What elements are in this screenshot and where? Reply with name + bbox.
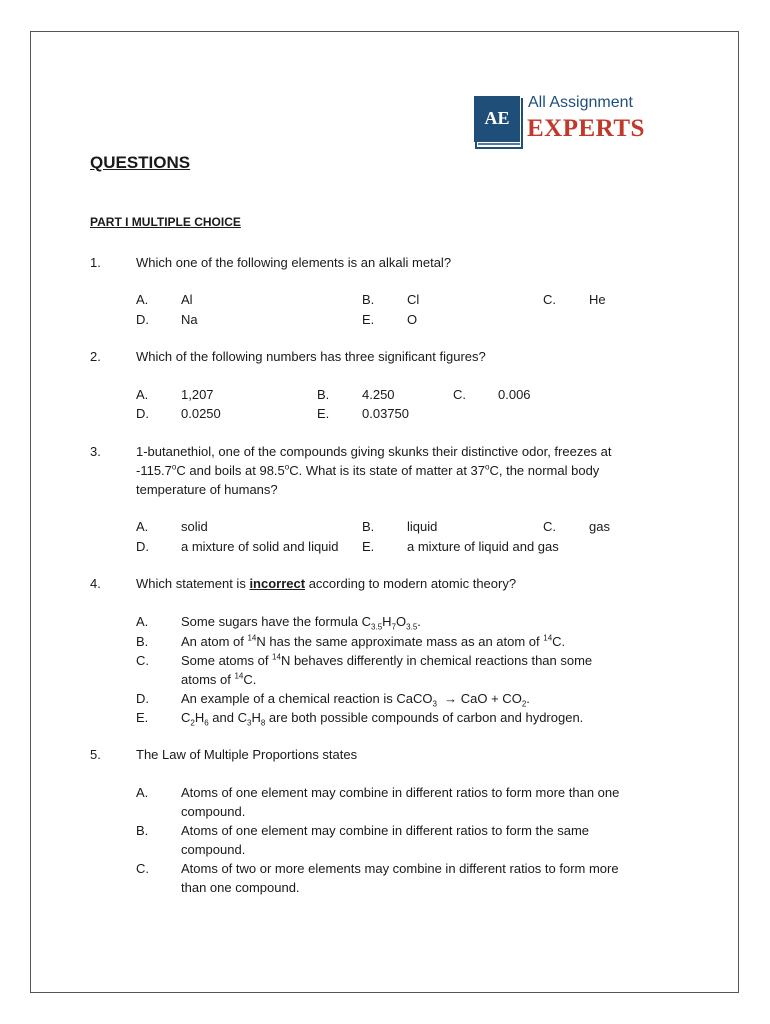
q2-opt-d: 0.0250 [181,406,221,421]
q4-number: 4. [90,576,101,591]
q5-text: The Law of Multiple Proportions states [136,747,358,762]
q2-opt-d-letter: D. [136,406,149,421]
q5-opt-a-letter: A. [136,785,149,800]
logo-line2: EXPERTS [527,115,645,142]
q2-number: 2. [90,349,101,364]
q1-text: Which one of the following elements is an alkali metal? [136,255,452,270]
q1-number: 1. [90,255,101,270]
q3-opt-e-letter: E. [362,539,375,554]
q2-opt-e: 0.03750 [362,406,409,421]
q3-line3: temperature of humans? [136,482,278,497]
q1-opt-d: Na [181,312,198,327]
logo-line1: All Assignment [528,94,633,111]
q5-opt-c-line1: Atoms of two or more elements may combine in different ratios to form more [181,861,619,876]
q2-text: Which of the following numbers has three significant figures? [136,349,486,364]
q2-opt-b-letter: B. [317,387,330,402]
right-arrow-icon: → [444,691,458,706]
q3-opt-c-letter: C. [543,519,556,534]
q2-opt-e-letter: E. [317,406,330,421]
logo [472,94,524,152]
q3-opt-a-letter: A. [136,519,149,534]
q3-opt-a: solid [181,519,208,534]
q4-opt-c-line2: atoms of $^{14}$C. [181,671,257,687]
logo-initials: AE [484,108,510,128]
q3-line1: 1-butanethiol, one of the compounds giving skunks their distinctive odor, freezes at [136,444,612,459]
q2-opt-a-letter: A. [136,387,149,402]
q2-opt-b: 4.250 [362,387,395,402]
q3-number: 3. [90,444,101,459]
q4-text: Which statement is incorrect according to modern atomic theory? [136,576,517,591]
q5-number: 5. [90,747,101,762]
book-logo-icon [472,94,524,152]
q4-opt-b: An atom of $^{14}$N has the same approximate mass as an atom of $^{14}$C. [181,633,566,649]
q3-opt-d-letter: D. [136,539,149,554]
q3-opt-e: a mixture of liquid and gas [407,539,559,554]
q5-opt-b-line1: Atoms of one element may combine in different ratios to form the same [181,823,590,838]
q3-opt-b-letter: B. [362,519,375,534]
q4-opt-e-letter: E. [136,710,149,725]
q4-opt-c-letter: C. [136,653,149,668]
q3-line2: -115.7$^o$C and boils at 98.5$^o$C. What is its state of matter at 37$^o$C, the normal body [136,462,600,478]
q4-opt-d: An example of a chemical reaction is CaCO$_3$ → CaO + $CO_2$. [181,691,530,709]
q5-opt-c-line2: than one compound. [181,880,300,895]
q3-opt-b: liquid [407,519,438,534]
q2-opt-c-letter: C. [453,387,466,402]
q1-opt-a-letter: A. [136,292,149,307]
q5-opt-c-letter: C. [136,861,149,876]
q5-opt-a-line2: compound. [181,804,246,819]
q1-opt-c: He [589,292,606,307]
q1-opt-e: O [407,312,418,327]
q4-opt-a-letter: A. [136,614,149,629]
q3-opt-d: a mixture of solid and liquid [181,539,339,554]
q4-opt-c-line1: Some atoms of $^{14}$N behaves differently in chemical reactions than some [181,652,593,668]
q5-opt-b-line2: compound. [181,842,246,857]
q4-opt-d-letter: D. [136,691,149,706]
q4-opt-a: Some sugars have the formula $C_{3.5}H_7O_{3.5}$. [181,614,421,632]
q4-opt-e: $C_2H_6$ and $C_3H_8$ are both possible compounds of carbon and hydrogen. [181,710,584,728]
q1-opt-e-letter: E. [362,312,375,327]
q1-opt-b-letter: B. [362,292,375,307]
q3-opt-c: gas [589,519,610,534]
q1-opt-b: Cl [407,292,420,307]
page-title: QUESTIONS [90,153,191,172]
q1-opt-c-letter: C. [543,292,556,307]
q1-opt-a: Al [181,292,193,307]
page-border [30,31,739,993]
q1-opt-d-letter: D. [136,312,149,327]
section-heading: PART I MULTIPLE CHOICE [90,215,241,229]
q4-opt-b-letter: B. [136,634,149,649]
q2-opt-c: 0.006 [498,387,531,402]
q5-opt-a-line1: Atoms of one element may combine in different ratios to form more than one [181,785,620,800]
q5-opt-b-letter: B. [136,823,149,838]
q2-opt-a: 1,207 [181,387,214,402]
